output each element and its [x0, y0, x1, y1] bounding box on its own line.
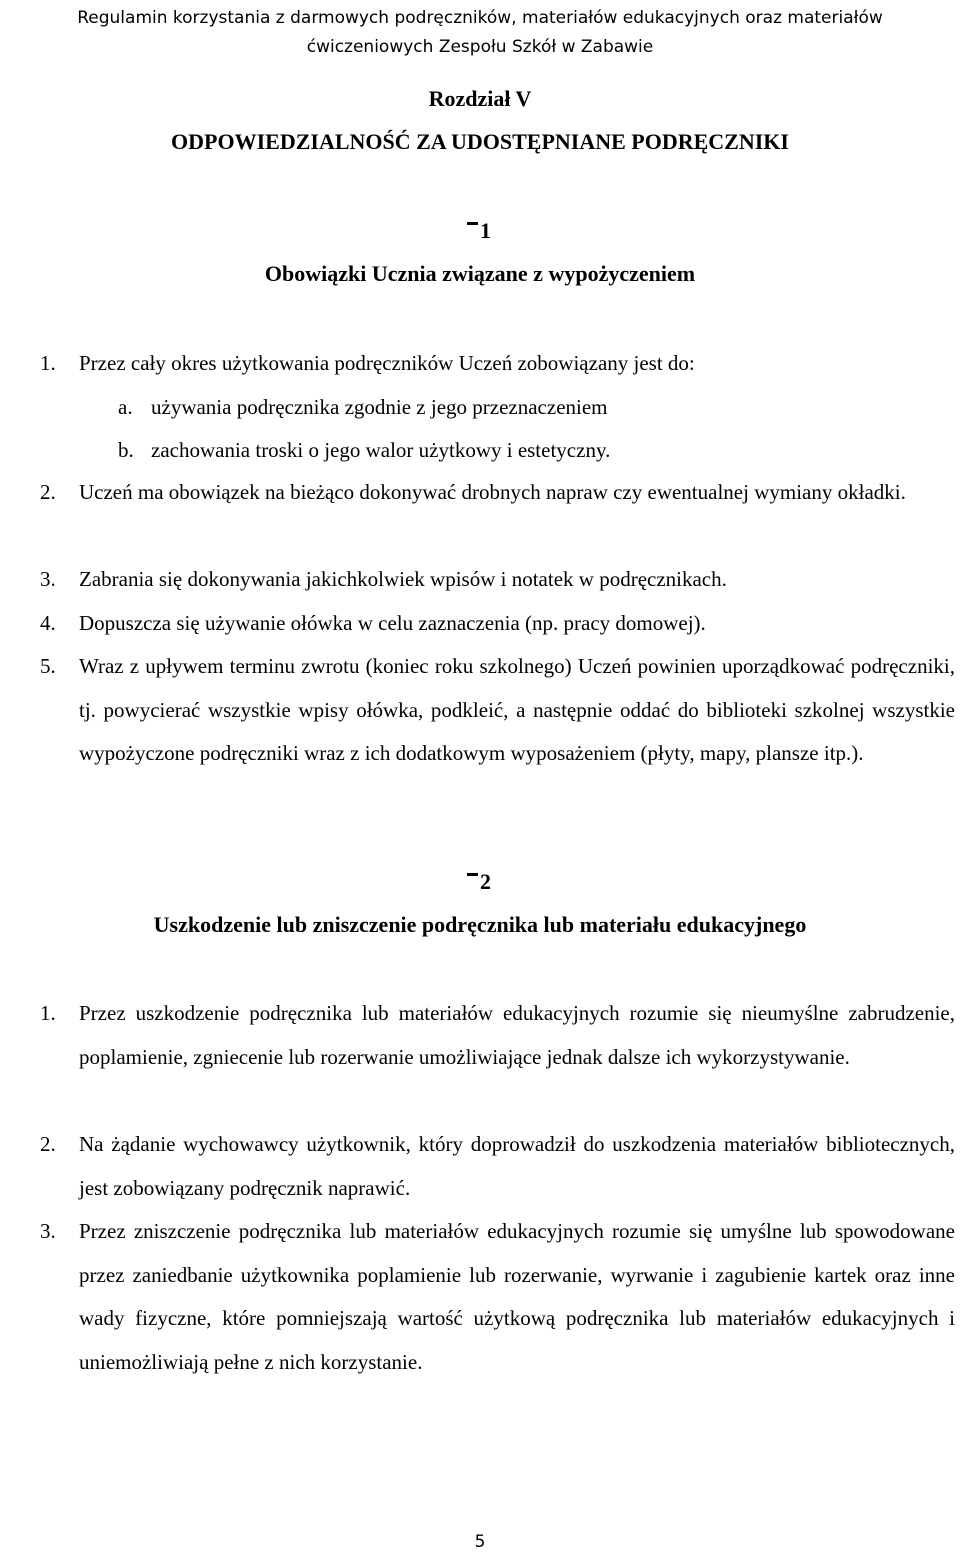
list-subitem-text: zachowania troski o jego walor użytkowy i estetyczny.: [151, 438, 611, 462]
list-item: [40, 1123, 955, 1210]
list-item-number: 4.: [40, 611, 56, 635]
list-item: [40, 608, 955, 638]
list-item-text: Przez cały okres użytkowania podręczników Uczeń zobowiązany jest do:: [79, 351, 695, 375]
list-subitem-letter: b.: [118, 438, 134, 462]
list-item: [40, 348, 955, 378]
list-item-number: 3.: [40, 567, 56, 591]
chapter-title: ODPOWIEDZIALNOŚĆ ZA UDOSTĘPNIANE PODRĘCZNIKI: [171, 129, 789, 154]
list-item-text: Dopuszcza się używanie ołówka w celu zaznaczenia (np. pracy domowej).: [79, 611, 706, 635]
section-2-title: Uszkodzenie lub zniszczenie podręcznika lub materiału edukacyjnego: [153, 912, 807, 937]
section-1-number: 1: [480, 218, 491, 243]
section-mark-icon: [467, 222, 478, 225]
list-item: [40, 564, 955, 594]
list-subitem-letter: a.: [118, 395, 133, 419]
running-header: [0, 4, 960, 62]
list-subitem: [118, 435, 948, 465]
list-item: [40, 1210, 955, 1384]
list-item-text: Na żądanie wychowawcy użytkownik, który doprowadził do uszkodzenia materiałów bibliotecznych, jest zobowiązany podręcznik naprawić.: [79, 1132, 955, 1200]
section-2-number: 2: [480, 869, 491, 894]
section-1-title: Obowiązki Ucznia związane z wypożyczeniem: [264, 261, 696, 286]
list-subitem-text: używania podręcznika zgodnie z jego przeznaczeniem: [151, 395, 608, 419]
list-item-number: 1.: [40, 351, 56, 375]
chapter-label: Rozdział V: [428, 86, 532, 111]
list-item-text: Uczeń ma obowiązek na bieżąco dokonywać drobnych napraw czy ewentualnej wymiany okładki.: [79, 480, 906, 504]
list-item-text: Przez zniszczenie podręcznika lub materiałów edukacyjnych rozumie się umyślne lub spowodowane przez zaniedbanie użytkownika poplamienie lub rozerwanie, wyrwanie i zagubienie kartek oraz inne wady fizyczne, które pomniejszają wartość użytkową podręcznika lub materiałów edukacyjnych i uniemożliwiają pełne z nich korzystanie.: [79, 1219, 955, 1374]
list-item-text: Zabrania się dokonywania jakichkolwiek wpisów i notatek w podręcznikach.: [79, 567, 727, 591]
list-item-number: 2.: [40, 480, 56, 504]
page-number: 5: [474, 1532, 486, 1552]
list-item-number: 5.: [40, 654, 56, 678]
list-item-number: 1.: [40, 1001, 56, 1025]
running-header-line-1: Regulamin korzystania z darmowych podręczników, materiałów edukacyjnych oraz materiałów: [77, 8, 883, 28]
list-item-text: Przez uszkodzenie podręcznika lub materiałów edukacyjnych rozumie się nieumyślne zabrudzenie, poplamienie, zgniecenie lub rozerwanie umożliwiające jednak dalsze ich wykorzystywanie.: [79, 1001, 955, 1069]
list-subitem: [118, 392, 948, 422]
section-mark-icon: [467, 873, 478, 876]
list-item: [40, 992, 955, 1079]
list-item-number: 2.: [40, 1132, 56, 1156]
list-item-text: Wraz z upływem terminu zwrotu (koniec roku szkolnego) Uczeń powinien uporządkować podręczniki, tj. powycierać wszystkie wpisy ołówka, podkleić, a następnie oddać do biblioteki szkolnej wszystkie wypożyczone podręczniki wraz z ich dodatkowym wyposażeniem (płyty, mapy, plansze itp.).: [79, 654, 955, 765]
section-2-heading: [467, 869, 491, 895]
list-item-number: 3.: [40, 1219, 56, 1243]
list-item: [40, 645, 955, 776]
list-item: [40, 471, 955, 515]
section-1-heading: [467, 218, 491, 244]
running-header-line-2: ćwiczeniowych Zespołu Szkół w Zabawie: [306, 37, 654, 57]
